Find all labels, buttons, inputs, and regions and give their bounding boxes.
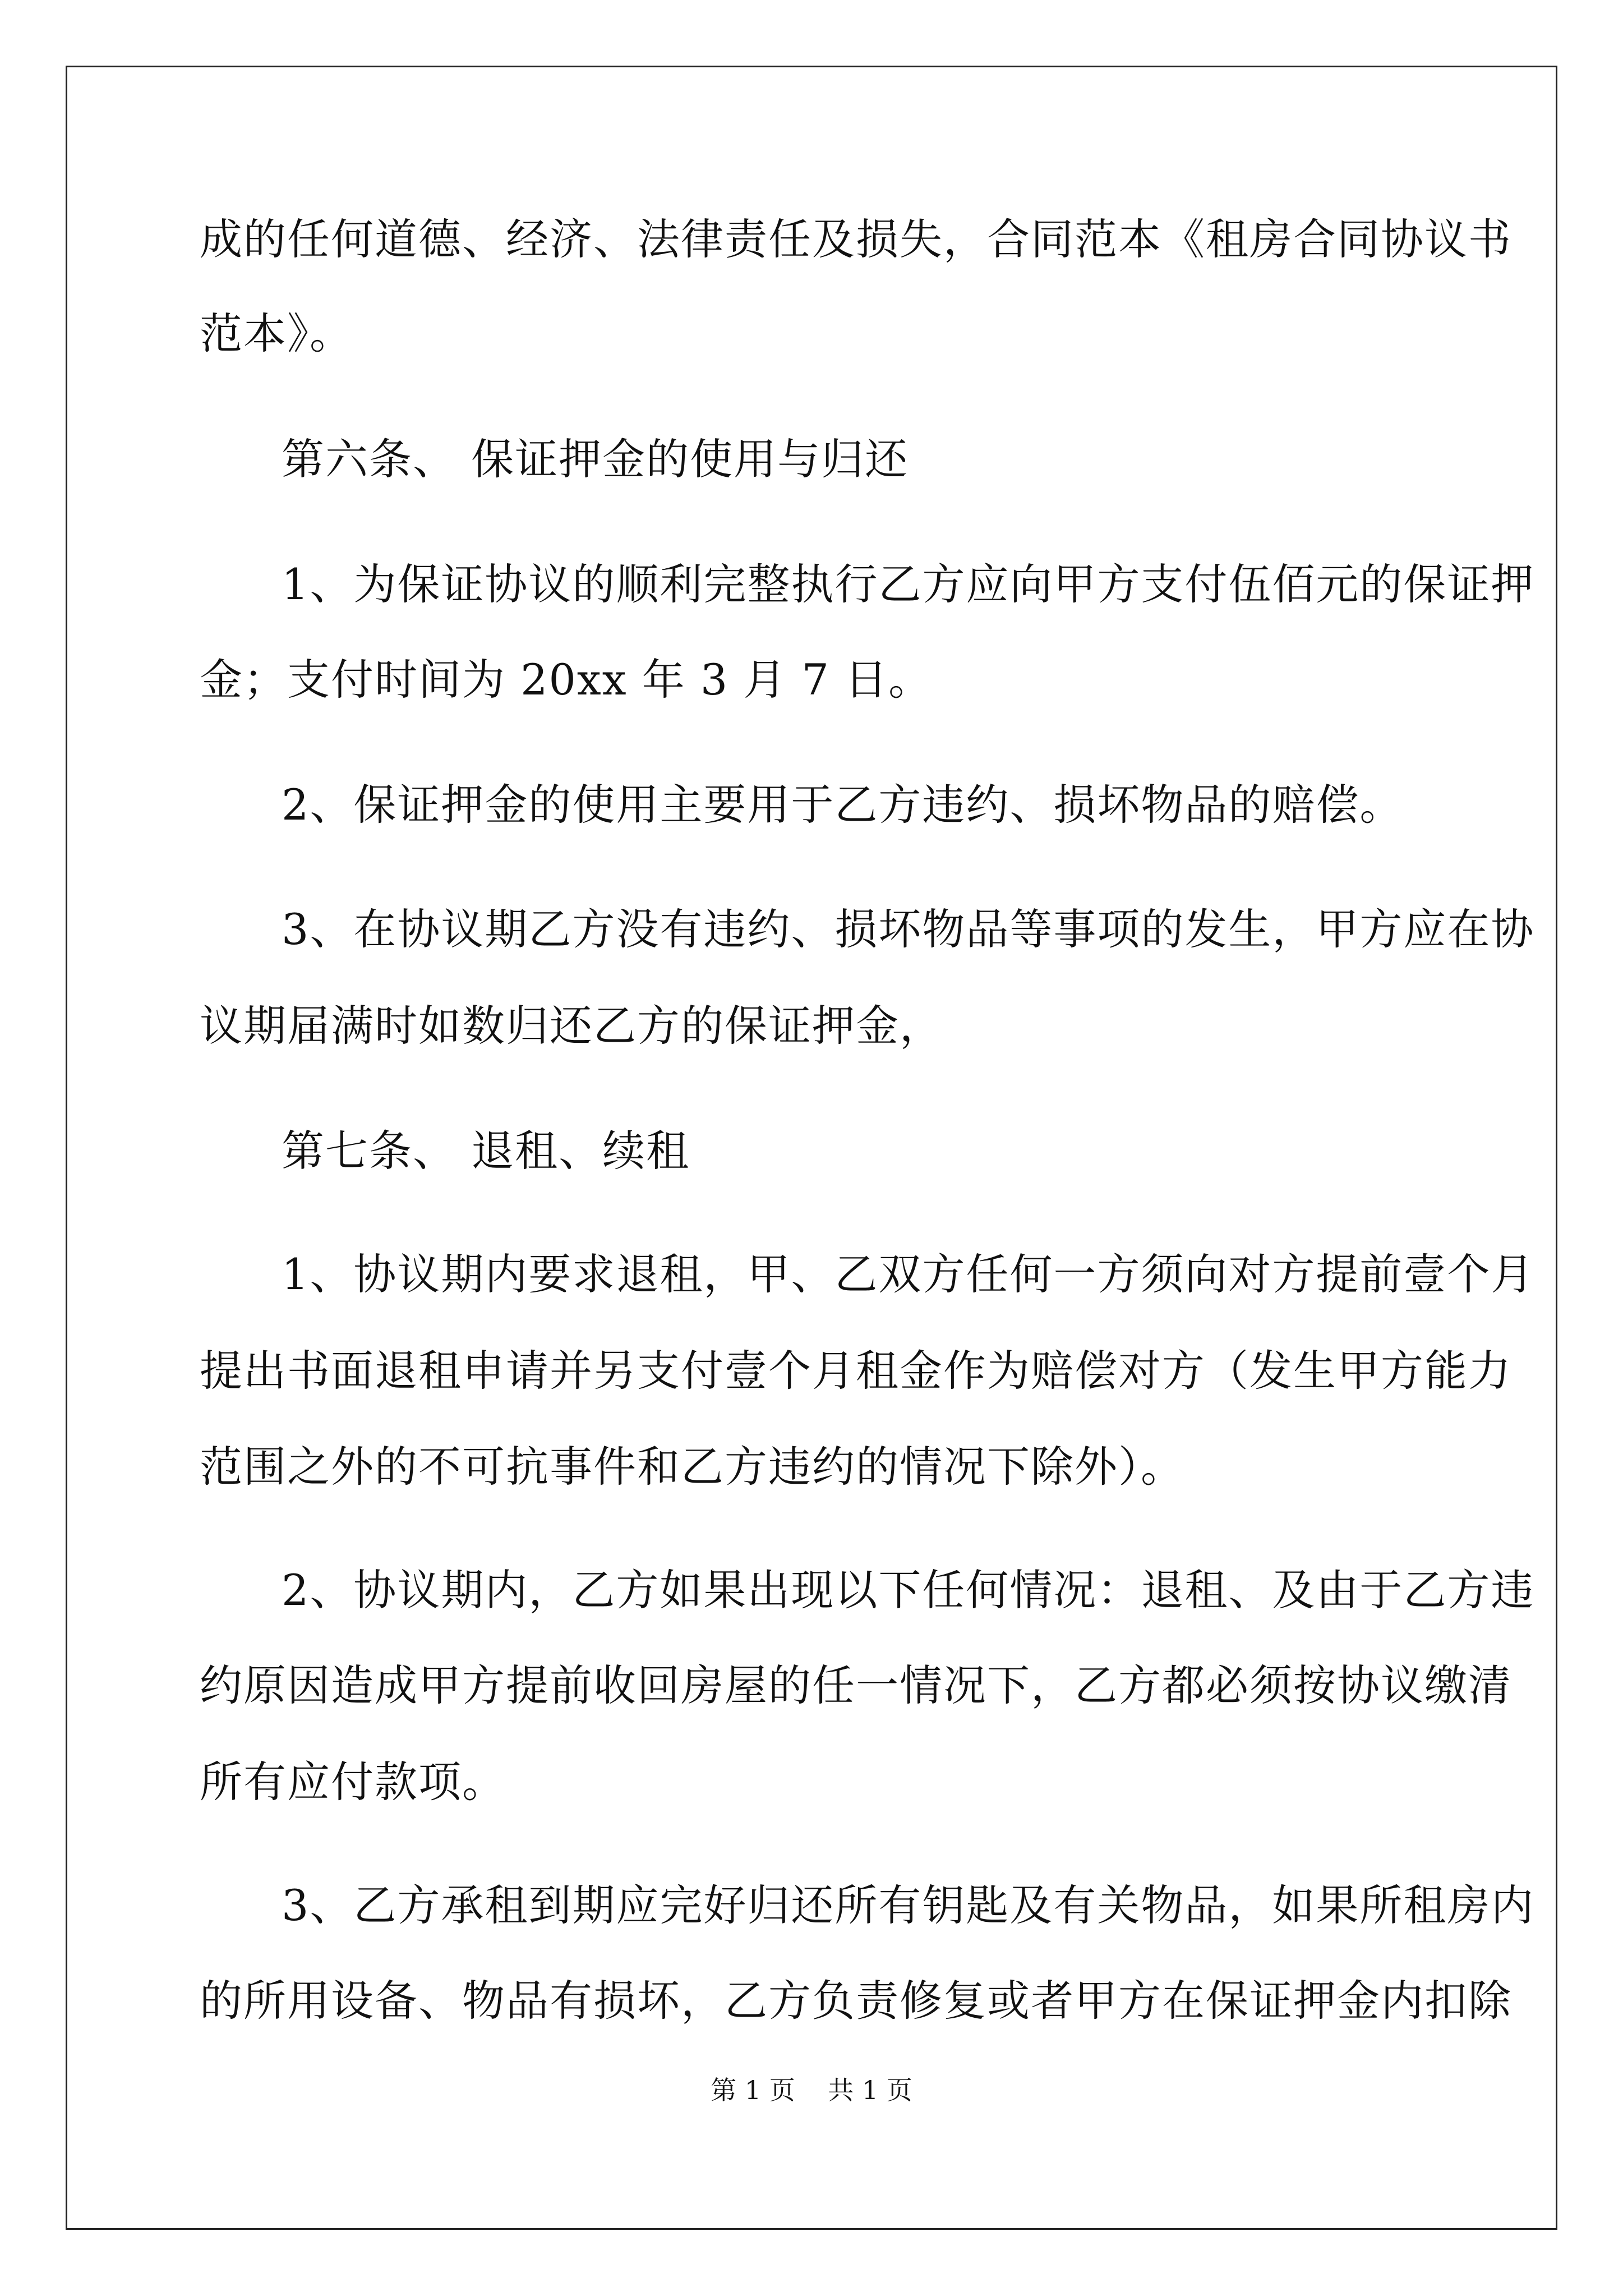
text-line: 金；支付时间为 20xx 年 3 月 7 日。 [200,655,933,705]
text-line: 范本》。 [200,309,353,358]
text-line: 提出书面退租申请并另支付壹个月租金作为赔偿对方（发生甲方能力 [200,1346,1512,1396]
section-heading: 第七条、 退租、续租 [282,1126,690,1176]
text-line: 2、协议期内，乙方如果出现以下任何情况：退租、及由于乙方违 [282,1565,1535,1615]
text-line: 的所用设备、物品有损坏，乙方负责修复或者甲方在保证押金内扣除 [200,1976,1512,2026]
text-line: 2、保证押金的使用主要用于乙方违约、损坏物品的赔偿。 [282,780,1404,830]
text-line: 范围之外的不可抗事件和乙方违约的情况下除外）。 [200,1442,1184,1492]
text-line: 1、协议期内要求退租，甲、乙双方任何一方须向对方提前壹个月 [282,1249,1535,1299]
section-heading: 第六条、 保证押金的使用与归还 [282,434,909,484]
text-line: 所有应付款项。 [200,1757,506,1807]
page-footer: 第 1 页 共 1 页 [711,2075,912,2105]
text-line: 1、为保证协议的顺利完整执行乙方应向甲方支付伍佰元的保证押 [282,559,1535,609]
text-line: 成的任何道德、经济、法律责任及损失，合同范本《租房合同协议书 [200,214,1512,264]
text-line: 3、乙方承租到期应完好归还所有钥匙及有关物品，如果所租房内 [282,1880,1535,1930]
text-line: 议期届满时如数归还乙方的保证押金， [200,1001,943,1051]
text-line: 3、在协议期乙方没有违约、损坏物品等事项的发生，甲方应在协 [282,904,1535,954]
text-line: 约原因造成甲方提前收回房屋的任一情况下，乙方都必须按协议缴清 [200,1660,1512,1710]
